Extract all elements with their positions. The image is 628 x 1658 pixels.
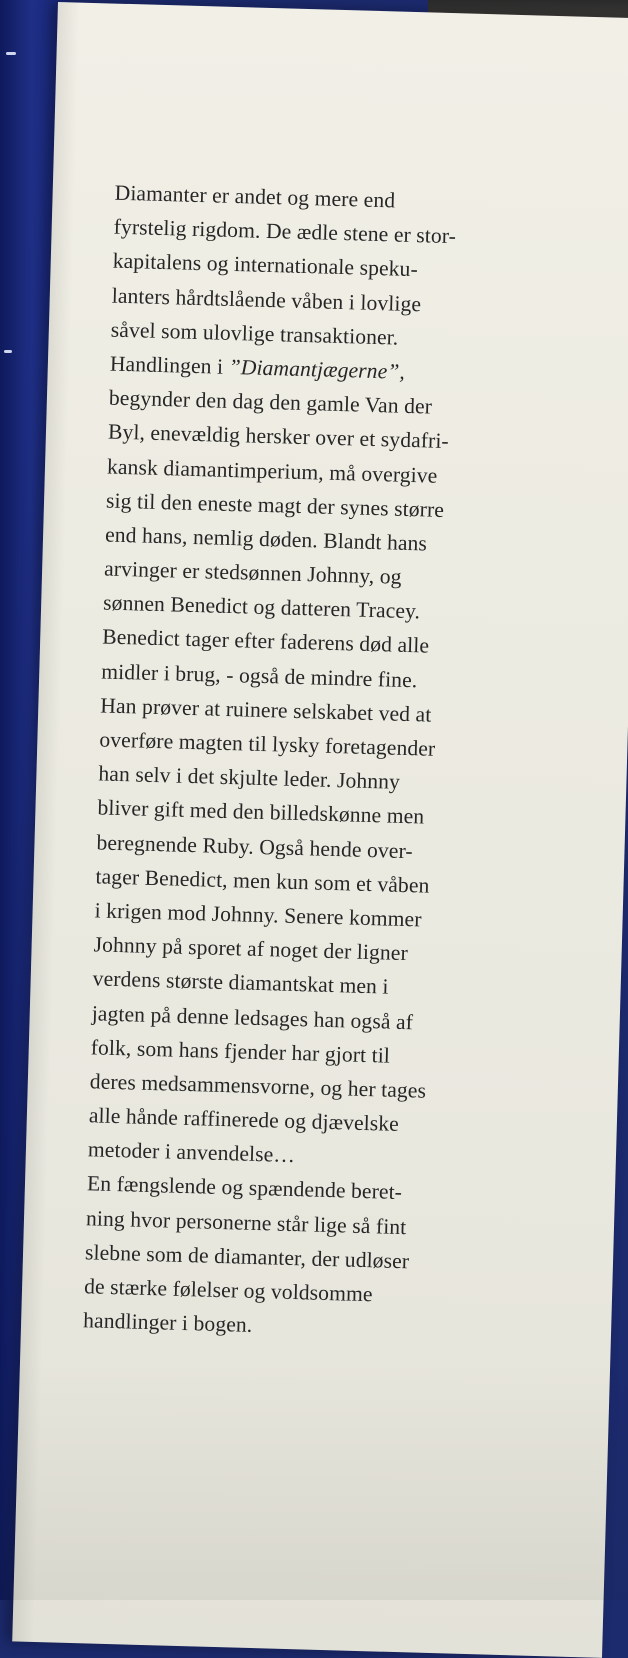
blurb-line: han selv i det skjulte leder. Johnny xyxy=(98,761,401,795)
blurb-line: deres medsammensvorne, og her tages xyxy=(89,1069,427,1103)
blurb-line: begynder den dag den gamle Van der xyxy=(108,385,433,419)
blurb-line: jagten på denne ledsages han også af xyxy=(91,1000,414,1034)
blurb-line: slebne som de diamanter, der udløser xyxy=(84,1240,410,1274)
blurb-line: de stærke følelser og voldsomme xyxy=(83,1274,373,1307)
blurb-line: Byl, enevældig hersker over et sydafri- xyxy=(107,419,450,454)
blurb-line: folk, som hans fjender har gjort til xyxy=(90,1035,391,1068)
blurb-line: bliver gift med den billedskønne men xyxy=(97,795,425,829)
blurb-line: Han prøver at ruinere selskabet ved at xyxy=(100,693,432,727)
blurb-line: arvinger er stedsønnen Johnny, og xyxy=(103,556,402,589)
blurb-line: i krigen mod Johnny. Senere kommer xyxy=(94,898,422,932)
blurb-line: alle hånde raffinerede og djævelske xyxy=(88,1103,400,1137)
blurb-line: En fængslende og spændende beret- xyxy=(86,1171,403,1205)
blurb-line: sig til den eneste magt der synes større xyxy=(105,488,445,522)
blurb-text xyxy=(83,176,585,1351)
blurb-line: Diamanter er andet og mere end xyxy=(114,180,396,213)
blurb-line: ning hvor personerne står lige så fint xyxy=(85,1205,407,1239)
blurb-line: såvel som ulovlige transaktioner. xyxy=(110,317,399,350)
blurb-line: end hans, nemlig døden. Blandt hans xyxy=(104,522,428,556)
spine-mark xyxy=(6,52,16,55)
spine-mark xyxy=(4,350,12,353)
blurb-line: fyrstelig rigdom. De ædle stene er stor- xyxy=(113,214,457,249)
back-cover-flap xyxy=(12,2,628,1658)
blurb-line: verdens største diamantskat men i xyxy=(92,966,389,999)
blurb-line: overføre magten til lysky foretagender xyxy=(99,727,436,761)
blurb-line: midler i brug, - også de mindre fine. xyxy=(100,659,418,692)
blurb-line: beregnende Ruby. Også hende over- xyxy=(96,829,414,863)
blurb-line: handlinger i bogen. xyxy=(82,1308,253,1338)
blurb-line: lanters hårdtslående våben i lovlige xyxy=(111,283,422,316)
blurb-line: kansk diamantimperium, må overgive xyxy=(106,454,438,488)
blurb-line: tager Benedict, men kun som et våben xyxy=(95,864,430,898)
blurb-line-text: Handlingen i xyxy=(109,351,230,379)
blurb-line: Benedict tager efter faderens død alle xyxy=(101,624,430,659)
blurb-line: Johnny på sporet af noget der ligner xyxy=(93,932,409,966)
blurb-line: metoder i anvendelse… xyxy=(87,1137,296,1168)
book-title: ”Diamantjægerne”, xyxy=(228,354,406,384)
blurb-line: sønnen Benedict og datteren Tracey. xyxy=(102,590,421,624)
blurb-line: kapitalens og internationale speku- xyxy=(112,249,419,282)
